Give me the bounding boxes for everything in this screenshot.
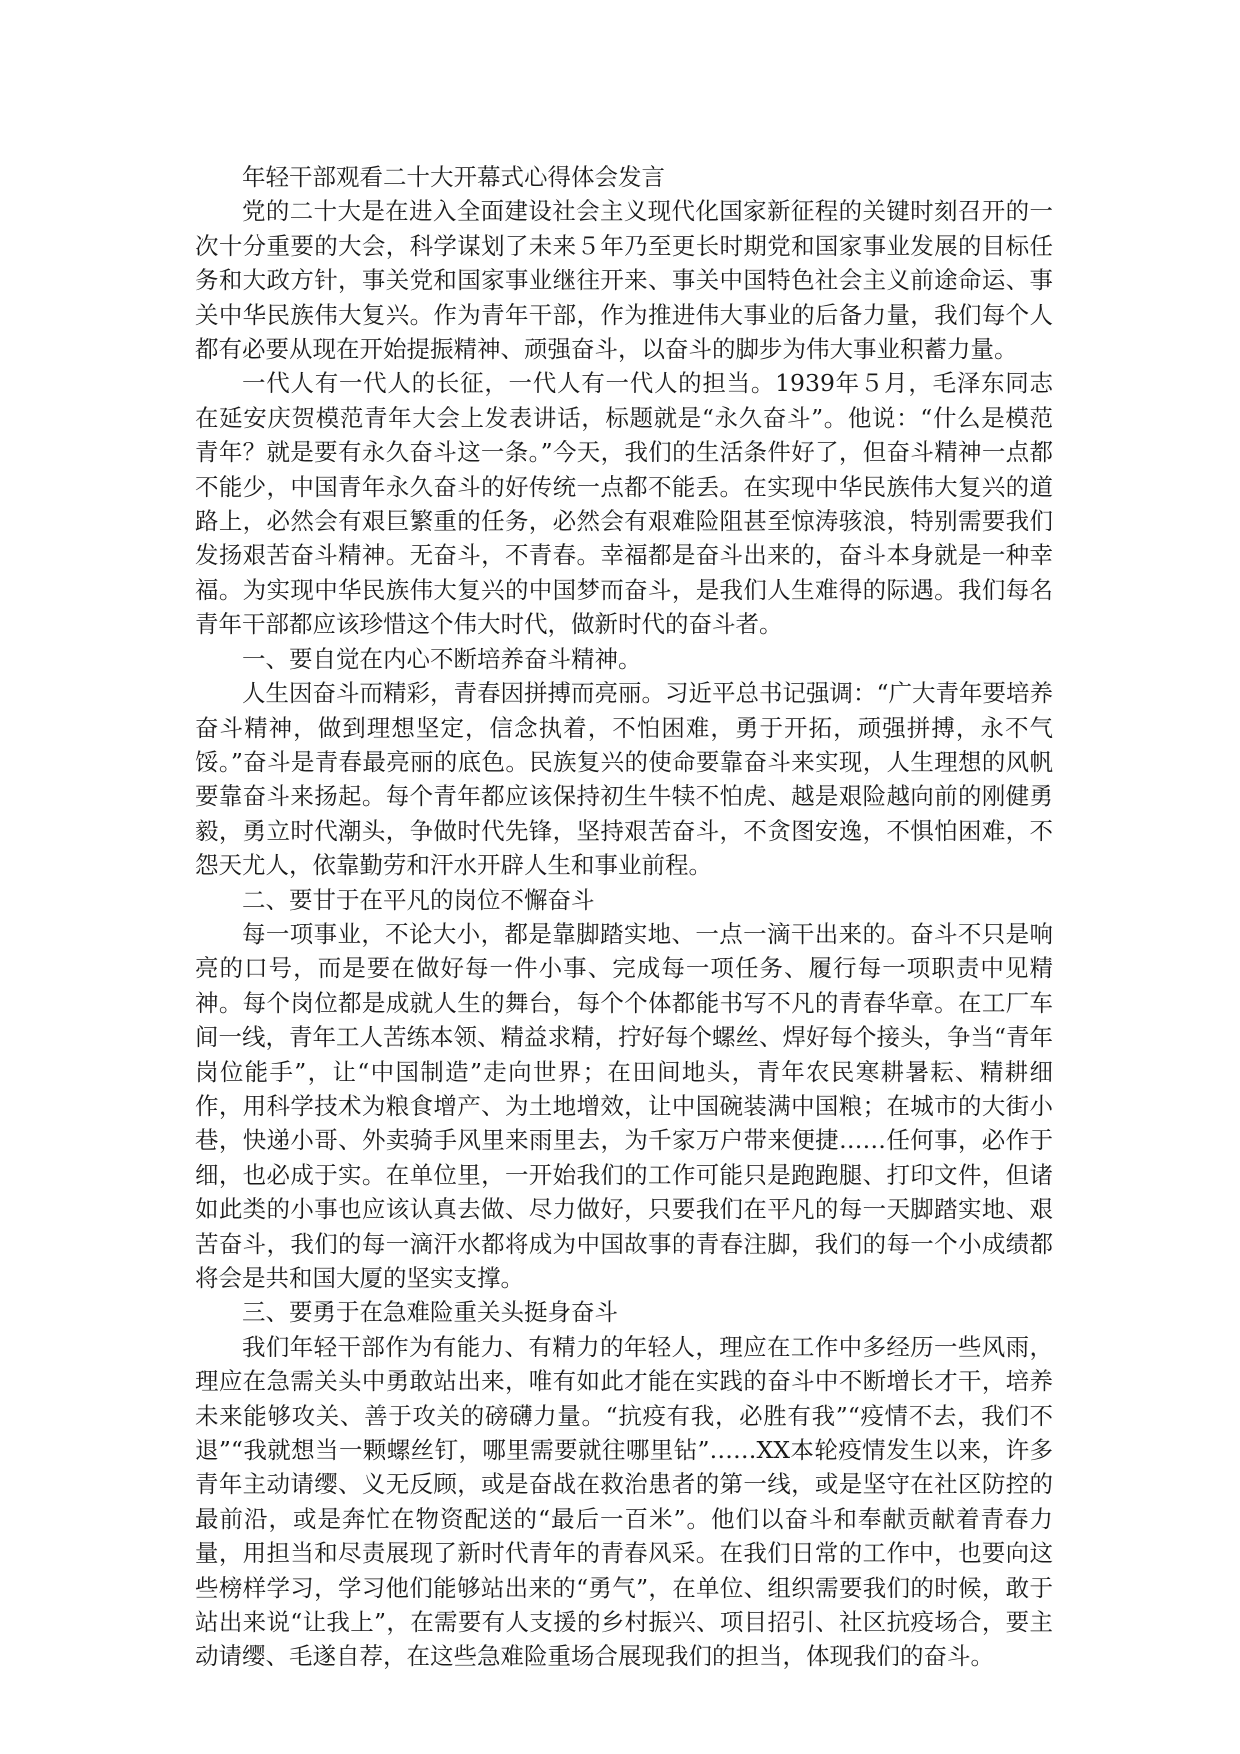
paragraph-intro: 党的二十大是在进入全面建设社会主义现代化国家新征程的关键时刻召开的一次十分重要的大会，科学谋划了未来５年乃至更长时期党和国家事业发展的目标任务和大政方针，事关党和国家事业继往开来、事关中国特色社会主义前途命运、事关中华民族伟大复兴。作为青年干部，作为推进伟大事业的后备力量，我们每个人都有必要从现在开始提振精神、顽强奋斗，以奋斗的脚步为伟大事业积蓄力量。 xyxy=(195,197,1053,364)
section-heading-1: 一、要自觉在内心不断培养奋斗精神。 xyxy=(242,644,642,673)
paragraph-section-3: 我们年轻干部作为有能力、有精力的年轻人，理应在工作中多经历一些风雨，理应在急需关头中勇敢站出来，唯有如此才能在实践的奋斗中不断增长才干，培养未来能够攻关、善于攻关的磅礴力量。“抗疫有我，必胜有我”“疫情不去，我们不退”“我就想当一颗螺丝钉，哪里需要就往哪里钻”……XX本轮疫情发生以来，许多青年主动请缨、义无反顾，或是奋战在救治患者的第一线，或是坚守在社区防控的最前沿，或是奔忙在物资配送的“最后一百米”。他们以奋斗和奉献贡献着青春力量，用担当和尽责展现了新时代青年的青春风采。在我们日常的工作中，也要向这些榜样学习，学习他们能够站出来的“勇气”，在单位、组织需要我们的时候，敢于站出来说“让我上”，在需要有人支援的乡村振兴、项目招引、社区抗疫场合，要主动请缨、毛遂自荐，在这些急难险重场合展现我们的担当，体现我们的奋斗。 xyxy=(195,1332,1053,1671)
paragraph-section-1: 人生因奋斗而精彩，青春因拼搏而亮丽。习近平总书记强调：“广大青年要培养奋斗精神，做到理想坚定，信念执着，不怕困难，勇于开拓，顽强拼搏，永不气馁。”奋斗是青春最亮丽的底色。民族复兴的使命要靠奋斗来实现，人生理想的风帆要靠奋斗来扬起。每个青年都应该保持初生牛犊不怕虎、越是艰险越向前的刚健勇毅，勇立时代潮头，争做时代先锋，坚持艰苦奋斗，不贪图安逸，不惧怕困难，不怨天尤人，依靠勤劳和汗水开辟人生和事业前程。 xyxy=(195,679,1054,880)
document-page xyxy=(195,160,1053,1674)
document-title: 年轻干部观看二十大开幕式心得体会发言 xyxy=(242,163,665,191)
section-heading-2: 二、要甘于在平凡的岗位不懈奋斗 xyxy=(242,885,595,914)
paragraph-section-2: 每一项事业，不论大小，都是靠脚踏实地、一点一滴干出来的。奋斗不只是响亮的口号，而是要在做好每一件小事、完成每一项任务、履行每一项职责中见精神。每个岗位都是成就人生的舞台，每个个体都能书写不凡的青春华章。在工厂车间一线，青年工人苦练本领、精益求精，拧好每个螺丝、焊好每个接头，争当“青年岗位能手”，让“中国制造”走向世界；在田间地头，青年农民寒耕暑耘、精耕细作，用科学技术为粮食增产、为土地增效，让中国碗装满中国粮；在城市的大街小巷，快递小哥、外卖骑手风里来雨里去，为千家万户带来便捷……任何事，必作于细，也必成于实。在单位里，一开始我们的工作可能只是跑跑腿、打印文件，但诸如此类的小事也应该认真去做、尽力做好，只要我们在平凡的每一天脚踏实地、艰苦奋斗，我们的每一滴汗水都将成为中国故事的青春注脚，我们的每一个小成绩都将会是共和国大厦的坚实支撑。 xyxy=(195,919,1054,1292)
section-heading-3: 三、要勇于在急难险重关头挺身奋斗 xyxy=(242,1298,618,1327)
paragraph-long-march: 一代人有一代人的长征，一代人有一代人的担当。1939年５月，毛泽东同志在延安庆贺模范青年大会上发表讲话，标题就是“永久奋斗”。他说：“什么是模范青年？就是要有永久奋斗这一条。”今天，我们的生活条件好了，但奋斗精神一点都不能少，中国青年永久奋斗的好传统一点都不能丢。在实现中华民族伟大复兴的道路上，必然会有艰巨繁重的任务，必然会有艰难险阻甚至惊涛骇浪，特别需要我们发扬艰苦奋斗精神。无奋斗，不青春。幸福都是奋斗出来的，奋斗本身就是一种幸福。为实现中华民族伟大复兴的中国梦而奋斗，是我们人生难得的际遇。我们每名青年干部都应该珍惜这个伟大时代，做新时代的奋斗者。 xyxy=(195,369,1053,639)
